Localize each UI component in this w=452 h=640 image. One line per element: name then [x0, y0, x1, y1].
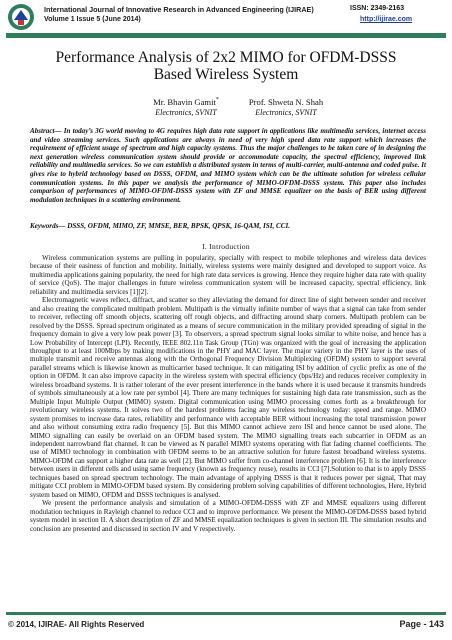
author-1-name: Mr. Bhavin Gamit	[153, 97, 216, 107]
author-2-affiliation: Electronics, SVNIT	[255, 108, 317, 117]
footer-rule	[6, 612, 446, 615]
title-line-2: Based Wireless System	[153, 66, 299, 83]
author-block	[0, 97, 452, 121]
journal-url-link[interactable]: http://ijirae.com	[360, 16, 413, 23]
page-number: Page - 143	[399, 619, 444, 629]
paragraph-2: Electromagnetic waves reflect, diffract, and scatter so they alleviating the demand for direct line of sight between sender and receiver and also creating the complicated multipath problem. Multipath is the virtually infinite number of ways that a signal can take from sender to receiver, reflecting off smooth objects, scattering off rough objects, and diffracting around sharp corners. Multipath problem can be resolved by the DSSS. Spread spectrum originated as a means of secure communication in the military provided spreading of signal in the frequency domain to give a very low peak power [3]. To observers, a spread spectrum signal looks similar to white noise, and hence has a Low Probability of Intercept (LPI). Recently, IEEE 802.11n Task Group (TGn) was organized with the goal of increasing the application throughput to at least 100Mbps by making modifications in the PHY and MAC layer. The major variety in the PHY layer is the uses of multiple transmit and receive antennas along with the Orthogonal Frequency Division Multiplexing (OFDM) system to support several parallel streams which is likewise known as multicarrier based technique. It can mitigating ISI by addition of cyclic prefix as one of the option in OFDM. It can also improve capacity in the wireless system with spectral efficiency (bps/Hz) and reduces receiver complexity in wireless broadband systems. It is rather tolerant of the ever present interference in the bands where it is used because it transmits hundreds of symbols simultaneously at a low rate per symbol [4]. There are many techniques for sustaining high data rate transmission, such as the Multiple Input Multiple Output (MIMO) system. Digital communication using MIMO processing comes forth as a breakthrough for revolutionary wireless systems. It solves two of the hardest problems facing any wireless technology today: speed and range. MIMO system promises to increase data rates, reliability and performance with acceptable BER without increasing the total transmission power and also without consuming extra radio frequency [5]. But this MIMO cannot achieve zero ISI and hence cannot be used alone. The MIMO signalling can easily be overlaid on an OFDM based system. The MIMO signalling treats each subcarrier in OFDM as an independent narrowband flat channel. It can be viewed as N parallel MIMO systems operating with flat fading channel coefficients. The use of MIMO technology in combination with OFDM seems to be an attractive solution for future fastest broadband wireless systems. MIMO-OFDM can support a higher data rate as well [2]. But MIMO suffer from co-channel interference problem [6]. It is the interference between users in different cells and using same frequency (known as frequency reuse), results in CCI [7].Solution to that is to apply DSSS techniques based on spread spectrum technology. The main advantage of applying DSSS is that it reduces power per signal, That may mitigate CCI problem in MIMO-OFDM based system. By considering problem solving capabilities of different technologies, Here, Hybrid system based on MIMO, OFDM and DSSS techniques is analysed.	[30, 296, 426, 499]
author-1-mark: *	[215, 97, 219, 104]
keywords: Keywords— DSSS, OFDM, MIMO, ZF, MMSE, BER, BPSK, QPSK, 16-QAM, ISI, CCI.	[30, 222, 291, 230]
introduction-body	[30, 254, 426, 533]
journal-name: International Journal of Innovative Research in Advanced Engineering (IJIRAE)	[44, 5, 314, 14]
author-2-name: Prof. Shweta N. Shah	[248, 97, 324, 107]
journal-volume: Volume 1 Issue 5 (June 2014)	[44, 16, 141, 23]
abstract: Abstract— In today’s 3G world moving to 4G requires high data rate support in applications like multimedia services, internet access and video streaming services. Such applications are always in need of very high speed data rate support which increases the requirement of efficient usage of spectrum and high capacity systems. Thus the major challenges to be taken care of in designing the next generation wireless communication system should provide or accommodate capacity, the spectral efficiency, improved link reliability and multimedia services. So we can establish a distributed system in terms of multi-carrier, multi-antenna and coded pulse. It gives rise to hybrid technology based on DSSS, OFDM, and MIMO system which can be the ultimate solution for wireless cellular communication systems. In this paper we analysis the performance of MIMO-OFDM-DSSS system. This paper also includes comparison of performances of MIMO-OFDM-DSSS system with ZF and MMSE equalizer on the basis of BER using different modulation techniques in a scattering environment.	[30, 127, 426, 204]
author-2	[226, 97, 346, 117]
header-rule	[6, 33, 446, 38]
paper-title	[20, 49, 432, 83]
journal-header	[0, 0, 452, 44]
journal-logo-icon	[6, 2, 36, 32]
journal-issn: ISSN: 2349-2163	[350, 5, 405, 12]
author-1-affiliation: Electronics, SVNIT	[155, 108, 217, 117]
section-heading: I. Introduction	[202, 242, 250, 251]
paragraph-1: Wireless communication systems are pulling in popularity, specially with respect to mobile telephones and wireless data devices because of their easiness of function and mobility. Initially, wireless systems were mainly designed and developed to support voice. As multimedia applications gaining popularity, the need for high rate data services is growing. Hence they require higher data rate with quality of service (QoS). The major challenges in future wireless communication system will be increased capacity, spectral efficiency, link reliability and multimedia services [1][2].	[30, 254, 426, 296]
copyright-notice: © 2014, IJIRAE- All Rights Reserved	[8, 620, 145, 629]
title-line-1: Performance Analysis of 2x2 MIMO for OFDM-DSSS	[55, 49, 397, 66]
paragraph-3: We present the performance analysis and simulation of a MIMO-OFDM-DSSS with ZF and MMSE equalizers using different modulation techniques in Rayleigh channel to reduce CCI and to improve performance. We present the MIMO-OFDM-DSSS based hybrid system model in section II. A short description of ZF and MMSE equalization techniques is given in section III. The simulation results and conclusion are presented and discussed in section IV and V respectively.	[30, 499, 426, 533]
